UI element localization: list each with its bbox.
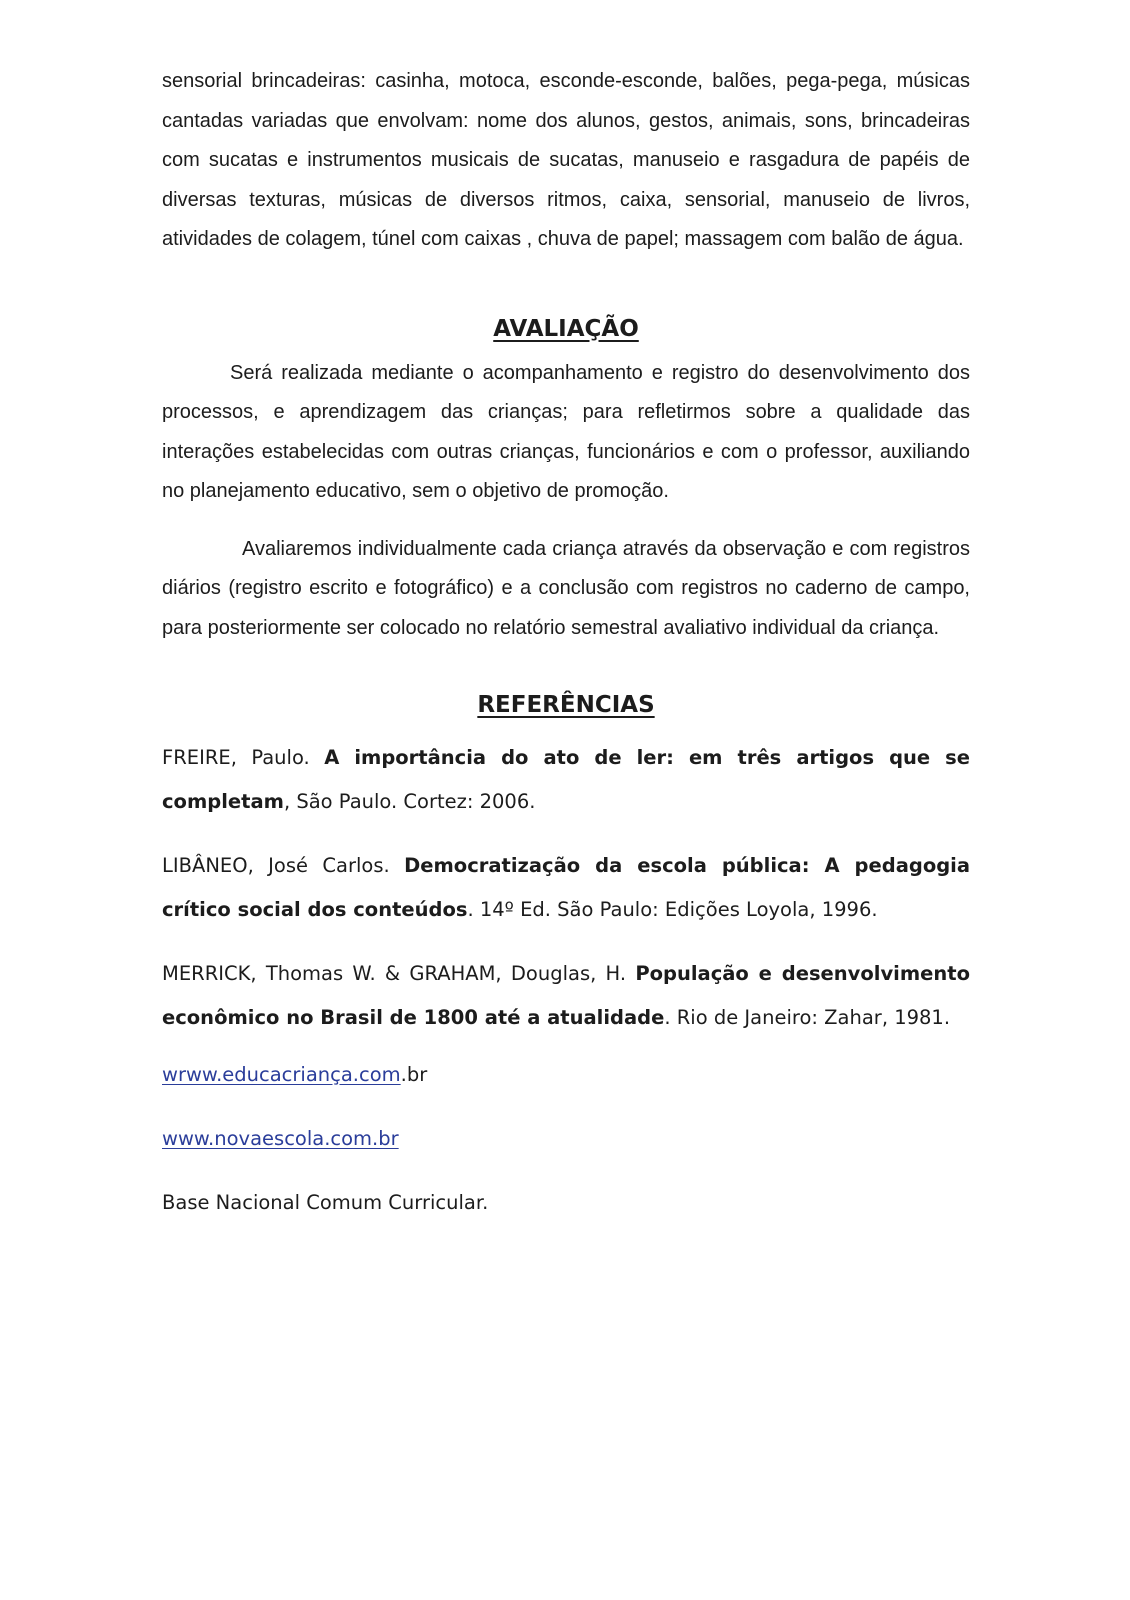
document-page [162,62,970,1252]
reference-bncc: Base Nacional Comum Curricular. [162,1191,489,1214]
reference-author: LIBÂNEO, José Carlos. [162,854,390,877]
reference-item-merrick [162,952,970,1040]
avaliacao-paragraph-2: Avaliaremos individualmente cada criança através da observação e com registros diários (registro escrito e fotográfico) e a conclusão com registros no caderno de campo, para posteriormente ser colocado no relatório semestral avaliativo individual da criança. [162,537,970,639]
reference-link-educacrianca [162,1060,970,1090]
reference-title: A importância do ato de ler: em três artigos que se completam [162,746,971,813]
referencias-heading: REFERÊNCIAS [477,692,655,718]
reference-author: MERRICK, Thomas W. & GRAHAM, Douglas, H. [162,962,627,985]
reference-title: População e desenvolvimento econômico no Brasil de 1800 até a atualidade [162,962,970,1029]
intro-paragraph: sensorial brincadeiras: casinha, motoca, esconde-esconde, balões, pega-pega, músicas cantadas variadas que envolvam: nome dos alunos, gestos, animais, sons, brincadeiras com sucatas e instrumentos musicais de sucatas, manuseio e rasgadura de papéis de diversas texturas, músicas de diversos ritmos, caixa, sensorial, manuseio de livros, atividades de colagem, túnel com caixas , chuva de papel; massagem com balão de água. [162,70,970,250]
reference-link-novaescola [162,1124,970,1154]
educacrianca-link-suffix: .br [400,1063,428,1086]
novaescola-link[interactable]: www.novaescola.com.br [162,1127,399,1150]
avaliacao-paragraph-1: Será realizada mediante o acompanhamento e registro do desenvolvimento dos processos, e aprendizagem das crianças; para refletirmos sobre a qualidade das interações estabelecidas com outras crianças, funcionários e com o professor, auxiliando no planejamento educativo, sem o objetivo de promoção. [162,361,970,502]
reference-details: , São Paulo. Cortez: 2006. [283,790,536,813]
reference-author: FREIRE, Paulo. [162,746,310,769]
reference-details: . Rio de Janeiro: Zahar, 1981. [664,1006,951,1029]
reference-item-freire [162,736,970,824]
reference-details: . 14º Ed. São Paulo: Edições Loyola, 1996. [467,898,878,921]
reference-title: Democratização da escola pública: A pedagogia crítico social dos conteúdos [162,854,971,921]
reference-item-libaneo [162,844,970,932]
avaliacao-heading: AVALIAÇÃO [493,315,639,342]
educacrianca-link[interactable]: wrww.educacriança.com [162,1063,401,1086]
